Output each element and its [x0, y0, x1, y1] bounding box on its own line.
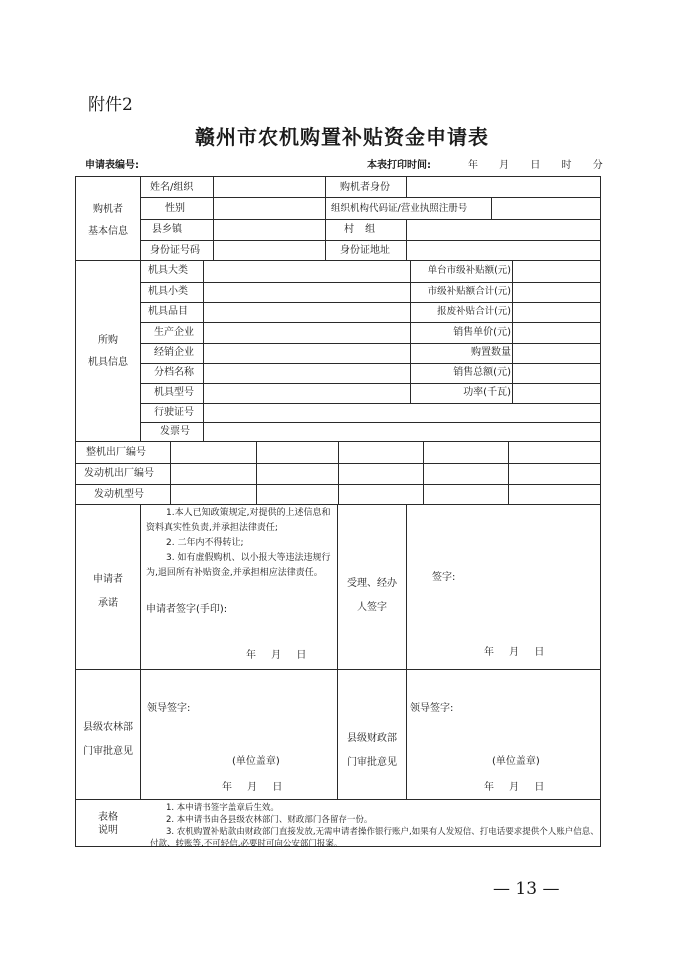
- handler-section-line2: 人签字: [357, 602, 387, 613]
- form-number-label: 申请表编号:: [85, 160, 139, 171]
- sales-total-label: 销售总额(元): [453, 367, 511, 378]
- factory-number-label: 整机出厂编号: [86, 447, 146, 458]
- machine-item-label: 机具品目: [148, 306, 188, 317]
- invoice-number-label: 发票号: [160, 426, 190, 437]
- page-title: 赣州市农机购置补贴资金申请表: [195, 125, 489, 149]
- handler-signature-label: 签字:: [432, 572, 456, 583]
- machine-category-label: 机具大类: [148, 265, 188, 276]
- agri-approval-section-label: [76, 716, 140, 764]
- pledge-section-label: [76, 568, 140, 616]
- power-label: 功率(千瓦): [463, 387, 511, 398]
- finance-seal-label: (单位盖章): [492, 756, 540, 767]
- finance-section-line1: 县级财政部: [347, 733, 397, 744]
- gender-label: 性别: [165, 203, 185, 214]
- agri-section-line2: 门审批意见: [83, 746, 133, 757]
- finance-section-line2: 门审批意见: [347, 757, 397, 768]
- name-label: 姓名/组织: [150, 182, 194, 193]
- machine-subcategory-label: 机具小类: [148, 286, 188, 297]
- page-number: — 13 —: [493, 879, 560, 899]
- handler-date: 年 月 日: [484, 647, 545, 658]
- id-address-label: 身份证地址: [340, 245, 390, 256]
- unit-price-label: 销售单价(元): [453, 327, 511, 338]
- machine-section-line1: 所购: [98, 335, 118, 346]
- print-time-units: 年 月 日 时 分: [468, 160, 603, 171]
- pledge-item: 2. 二年内不得转让;: [166, 538, 244, 548]
- pledge-section-line1: 申请者: [93, 574, 123, 585]
- machine-model-label: 机具型号: [154, 387, 194, 398]
- finance-date: 年 月 日: [484, 782, 545, 793]
- print-time-label: 本表打印时间:: [367, 160, 431, 171]
- finance-approval-section-label: [338, 727, 406, 775]
- agri-date: 年 月 日: [222, 782, 283, 793]
- org-code-label: 组织机构代码证/营业执照注册号: [331, 203, 468, 214]
- buyer-id-type-label: 购机者身份: [340, 182, 390, 193]
- agri-section-line1: 县级农林部: [83, 722, 133, 733]
- engine-model-label: 发动机型号: [94, 489, 144, 500]
- remarks-notes: [150, 802, 600, 850]
- machine-section-label: [76, 330, 140, 374]
- quantity-label: 购置数量: [471, 347, 511, 358]
- total-subsidy-label: 市级补贴额合计(元): [427, 286, 511, 297]
- remark-item: 3. 农机购置补贴款由财政部门直接发放,无需申请者操作银行账户,如果有人发短信、打电话要求提供个人账户信息、付款、转账等,不可轻信,必要时可向公安部门报案。: [150, 827, 599, 849]
- handler-section-line1: 受理、经办: [347, 578, 397, 589]
- buyer-section-line1: 购机者: [93, 204, 123, 215]
- agri-seal-label: (单位盖章): [232, 756, 280, 767]
- pledge-item: 1.本人已知政策规定,对提供的上述信息和资料真实性负责,并承担法律责任;: [146, 508, 331, 533]
- county-label: 县乡镇: [152, 224, 182, 235]
- remarks-section-line2: 说明: [98, 825, 118, 836]
- buyer-section-line2: 基本信息: [88, 226, 128, 237]
- buyer-section-label: [76, 199, 140, 243]
- scrap-subsidy-label: 报废补贴合计(元): [437, 306, 511, 317]
- grade-name-label: 分档名称: [154, 367, 194, 378]
- pledge-item: 3. 如有虚假购机、以小报大等违法违规行为,退回所有补贴资金,并承担相应法律责任。: [146, 553, 331, 578]
- engine-factory-number-label: 发动机出厂编号: [84, 468, 154, 479]
- pledge-items: [146, 506, 332, 581]
- applicant-date: 年 月 日: [246, 650, 307, 661]
- id-number-label: 身份证号码: [150, 245, 200, 256]
- unit-subsidy-label: 单台市级补贴额(元): [427, 265, 511, 276]
- applicant-signature-label: 申请者签字(手印):: [146, 604, 228, 615]
- dealer-label: 经销企业: [154, 347, 194, 358]
- remarks-section-label: [76, 811, 140, 837]
- handler-section-label: [338, 572, 406, 620]
- remark-item: 2. 本申请书由各县级农林部门、财政部门各留存一份。: [166, 815, 373, 825]
- manufacturer-label: 生产企业: [154, 327, 194, 338]
- remark-item: 1. 本申请书签字盖章后生效。: [166, 803, 279, 813]
- pledge-section-line2: 承诺: [98, 598, 118, 609]
- license-number-label: 行驶证号: [154, 407, 194, 418]
- remarks-section-line1: 表格: [98, 812, 118, 823]
- finance-leader-signature-label: 领导签字:: [410, 703, 454, 714]
- machine-section-line2: 机具信息: [88, 357, 128, 368]
- attachment-label: 附件2: [88, 95, 133, 115]
- village-label: 村 组: [344, 224, 376, 235]
- agri-leader-signature-label: 领导签字:: [147, 703, 191, 714]
